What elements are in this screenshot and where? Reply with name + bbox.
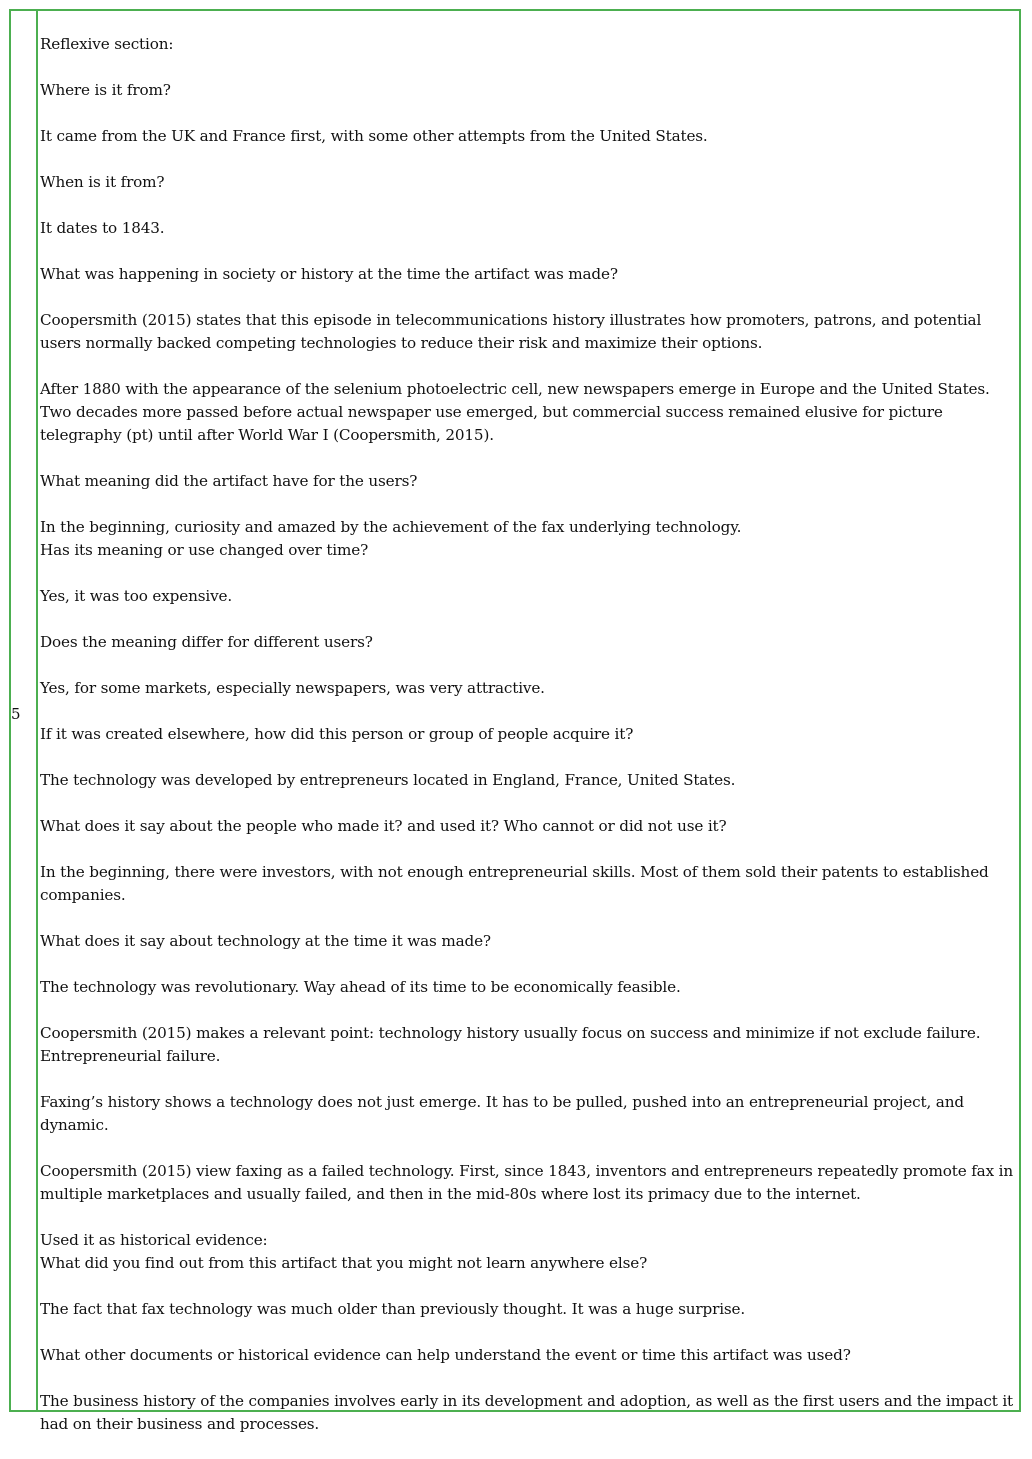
paragraph: Where is it from? bbox=[40, 81, 171, 99]
paragraph: Yes, for some markets, especially newspapers, was very attractive. bbox=[40, 679, 545, 697]
paragraph: What did you find out from this artifact that you might not learn anywhere else? bbox=[40, 1254, 648, 1272]
paragraph: Coopersmith (2015) view faxing as a failed technology. First, since 1843, inventors and entrepreneurs repeatedly promote fax in multiple marketplaces and usually failed, and then in the mid-80s where lost its primacy due to the internet. bbox=[40, 1162, 1014, 1203]
paragraph: Has its meaning or use changed over time? bbox=[40, 541, 369, 559]
paragraph: It came from the UK and France first, with some other attempts from the United States. bbox=[40, 127, 708, 145]
paragraph: In the beginning, curiosity and amazed by the achievement of the fax underlying technology. bbox=[40, 518, 742, 536]
paragraph: Coopersmith (2015) states that this episode in telecommunications history illustrates how promoters, patrons, and potential users normally backed competing technologies to reduce their risk and maximize their options. bbox=[40, 311, 982, 352]
paragraph: When is it from? bbox=[40, 173, 165, 191]
paragraph: Reflexive section: bbox=[40, 35, 174, 53]
paragraph: Does the meaning differ for different users? bbox=[40, 633, 373, 651]
paragraph: What does it say about the people who made it? and used it? Who cannot or did not use it? bbox=[40, 817, 727, 835]
paragraph: What does it say about technology at the time it was made? bbox=[40, 932, 491, 950]
paragraph: What meaning did the artifact have for the users? bbox=[40, 472, 418, 490]
column-divider bbox=[36, 9, 38, 1412]
paragraph: It dates to 1843. bbox=[40, 219, 165, 237]
paragraph: If it was created elsewhere, how did this person or group of people acquire it? bbox=[40, 725, 634, 743]
paragraph: The business history of the companies involves early in its development and adoption, as well as the first users and the impact it had on their business and processes. bbox=[40, 1392, 1013, 1433]
paragraph: Coopersmith (2015) makes a relevant point: technology history usually focus on success and minimize if not exclude failure. Entrepreneurial failure. bbox=[40, 1024, 981, 1065]
paragraph: Used it as historical evidence: bbox=[40, 1231, 268, 1249]
paragraph: What other documents or historical evidence can help understand the event or time this artifact was used? bbox=[40, 1346, 851, 1364]
paragraph: The technology was revolutionary. Way ahead of its time to be economically feasible. bbox=[40, 978, 681, 996]
paragraph: In the beginning, there were investors, with not enough entrepreneurial skills. Most of them sold their patents to established companies. bbox=[40, 863, 989, 904]
paragraph: After 1880 with the appearance of the selenium photoelectric cell, new newspapers emerge in Europe and the United States. Two decades more passed before actual newspaper use emerged, but commercial success remained elusive for picture telegraphy (pt) until after World War I (Coopersmith, 2015). bbox=[40, 380, 990, 444]
paragraph: The fact that fax technology was much older than previously thought. It was a huge surprise. bbox=[40, 1300, 746, 1318]
paragraph: What was happening in society or history at the time the artifact was made? bbox=[40, 265, 618, 283]
paragraph: Yes, it was too expensive. bbox=[40, 587, 233, 605]
row-number: 5 bbox=[11, 705, 21, 723]
paragraph: The technology was developed by entrepreneurs located in England, France, United States. bbox=[40, 771, 736, 789]
reflexive-section-content bbox=[40, 33, 1025, 1459]
paragraph: Faxing’s history shows a technology does not just emerge. It has to be pulled, pushed into an entrepreneurial project, and dynamic. bbox=[40, 1093, 964, 1134]
